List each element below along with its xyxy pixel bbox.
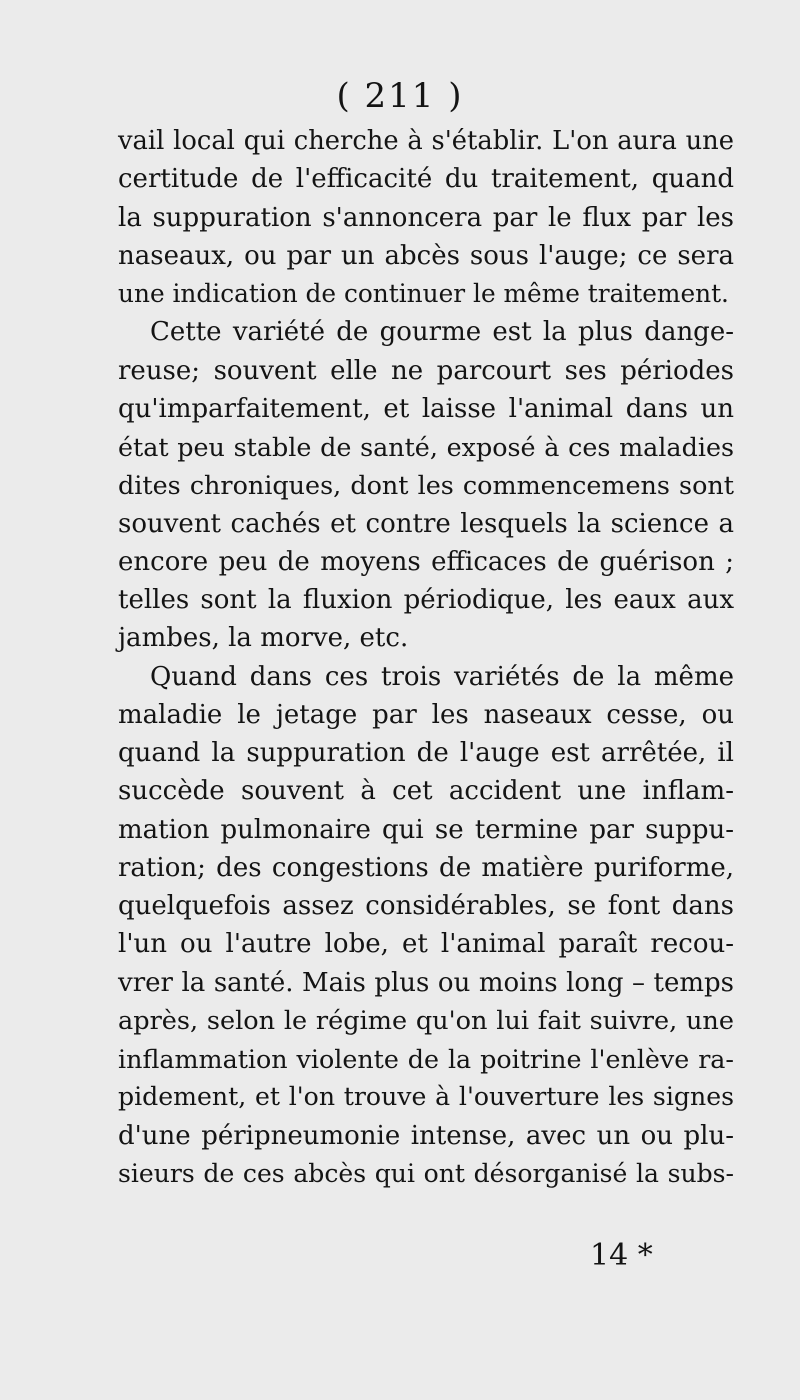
text-line: succède souvent à cet accident une inflam- <box>118 776 734 807</box>
paragraph-start-line: Quand dans ces trois variétés de la même <box>150 661 734 692</box>
text-line: souvent cachés et contre lesquels la science a <box>118 508 734 539</box>
text-line: pidement, et l'on trouve à l'ouverture les signes <box>118 1082 734 1112</box>
text-line: dites chroniques, dont les commencemens sont <box>118 470 734 501</box>
text-line: d'une péripneumonie intense, avec un ou plu- <box>118 1120 734 1151</box>
text-line: maladie le jetage par les naseaux cesse, ou <box>118 699 734 730</box>
text-line: une indication de continuer le même traitement. <box>118 279 729 308</box>
text-line: quand la suppuration de l'auge est arrêtée, il <box>118 738 734 768</box>
text-line: telles sont la fluxion périodique, les eaux aux <box>118 585 734 615</box>
text-line: vrer la santé. Mais plus ou moins long – temps <box>118 967 734 998</box>
page-number: ( 211 ) <box>336 76 464 116</box>
text-line: qu'imparfaitement, et laisse l'animal dans un <box>118 393 734 424</box>
text-line: après, selon le régime qu'on lui fait suivre, une <box>118 1005 734 1036</box>
text-line: sieurs de ces abcès qui ont désorganisé la subs- <box>118 1158 734 1188</box>
text-line: quelquefois assez considérables, se font dans <box>118 891 734 921</box>
signature-mark: 14 * <box>590 1238 653 1273</box>
text-line: état peu stable de santé, exposé à ces maladies <box>118 432 734 462</box>
text-line: vail local qui cherche à s'établir. L'on aura une <box>118 126 734 156</box>
body-text <box>118 122 734 1193</box>
text-line: jambes, la morve, etc. <box>118 623 409 654</box>
text-line: naseaux, ou par un abcès sous l'auge; ce sera <box>118 240 734 271</box>
text-line: ration; des congestions de matière puriforme, <box>118 852 734 883</box>
text-line: inflammation violente de la poitrine l'enlève ra- <box>118 1044 734 1074</box>
text-line: l'un ou l'autre lobe, et l'animal paraît recou- <box>118 929 734 960</box>
paragraph-start-line: Cette variété de gourme est la plus dange- <box>150 317 734 348</box>
text-line: certitude de l'efficacité du traitement, quand <box>118 164 734 195</box>
text-line: la suppuration s'annoncera par le flux par les <box>118 202 734 233</box>
text-line: encore peu de moyens efficaces de guérison ; <box>118 546 734 577</box>
text-line: mation pulmonaire qui se termine par suppu- <box>118 814 734 845</box>
text-line: reuse; souvent elle ne parcourt ses périodes <box>118 355 734 386</box>
